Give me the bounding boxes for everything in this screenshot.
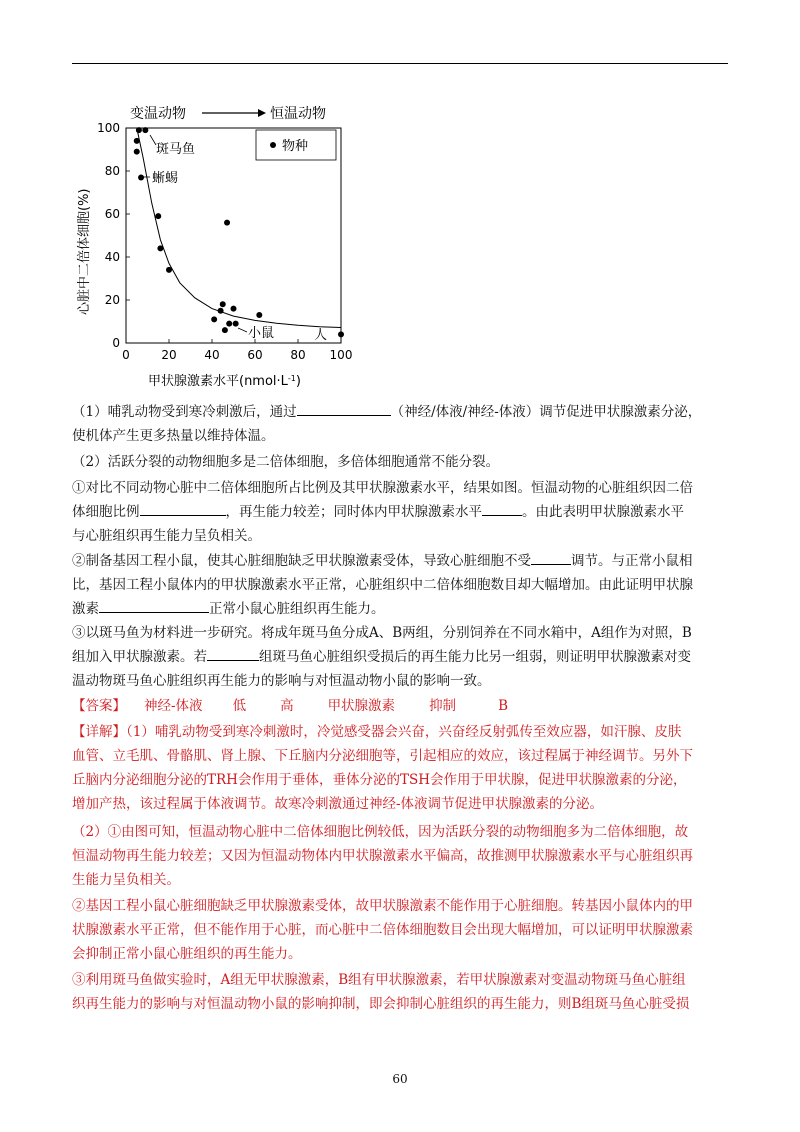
explanation-3b: 状腺激素水平正常，但不能作用于心脏，而心脏中二倍体细胞数目会出现大幅增加，可以证明甲状腺激素 (72, 922, 693, 938)
blank-4 (531, 550, 571, 565)
x-tick-label: 80 (290, 348, 306, 362)
mouse-pointer (238, 328, 247, 332)
answer-1: 神经-体液 (144, 698, 203, 714)
y-axis-title: 心脏中二倍体细胞(%) (77, 188, 92, 315)
x-tick-label: 100 (329, 348, 353, 362)
data-point (231, 306, 237, 312)
explanation-3c: 会抑制正常小鼠心脏组织的再生能力。 (72, 946, 302, 962)
scatter-chart (72, 100, 362, 400)
answer-4: 甲状腺激素 (327, 698, 396, 714)
q2-3-text-d: 温动物斑马鱼心脏组织再生能力的影响与对恒温动物小鼠的影响一致。 (72, 673, 491, 689)
y-tick-label: 40 (104, 250, 120, 264)
data-point (233, 321, 239, 327)
question-2 (72, 450, 732, 474)
explanation-2a: （2）①由图可知，恒温动物心脏中二倍体细胞比例较低，因为活跃分裂的动物细胞多为二倍体细胞，故 (72, 824, 689, 840)
q2-3-text-b: 组加入甲状腺激素。若 (72, 649, 207, 665)
explanation-3a: ②基因工程小鼠心脏细胞缺乏甲状腺激素受体，故甲状腺激素不能作用于心脏细胞。转基因小鼠体内的甲 (72, 898, 693, 914)
page-number: 60 (392, 1072, 408, 1086)
q2-2-text-d: 激素 (72, 601, 99, 617)
arrow-right-label: 恒温动物 (270, 106, 326, 122)
explanation-tag: 【详解】 (72, 724, 126, 740)
y-tick-label: 80 (104, 164, 120, 178)
q2-2-text-a: ②制备基因工程小鼠，使其心脏细胞缺乏甲状腺激素受体，导致心脏细胞不受 (72, 553, 531, 569)
human-label: 人 (314, 328, 328, 343)
q1-text-a: （1）哺乳动物受到寒冷刺激后，通过 (72, 404, 297, 420)
answer-3: 高 (280, 698, 294, 714)
mouse-label: 小鼠 (248, 326, 275, 341)
q1-text-c: 使机体产生更多热量以维持体温。 (72, 428, 275, 444)
legend-marker (270, 142, 276, 148)
q2-3-text-c: 组斑马鱼心脏组织受损后的再生能力比另一组弱，则证明甲状腺激素对变 (259, 649, 691, 665)
explanation-4a: ③利用斑马鱼做实验时，A组无甲状腺激素，B组有甲状腺激素，若甲状腺激素对变温动物斑马鱼心脏组 (72, 972, 686, 988)
y-tick-label: 0 (112, 336, 120, 350)
data-point (157, 245, 163, 251)
question-1 (72, 400, 732, 448)
explanation-1d: 增加产热，该过程属于体液调节。故寒冷刺激通过神经-体液调节促进甲状腺激素的分泌。 (72, 796, 604, 812)
x-tick-label: 60 (247, 348, 263, 362)
q2-1-text-b: 体细胞比例 (72, 504, 140, 520)
data-point (226, 321, 232, 327)
y-tick-label: 100 (97, 121, 120, 135)
q2-2-text-e: 正常小鼠心脏组织再生能力。 (209, 601, 385, 617)
explanation-2b: 恒温动物再生能力较差；又因为恒温动物体内甲状腺激素水平偏高，故推测甲状腺激素水平与心脏组织再 (72, 848, 693, 864)
q2-3-text-a: ③以斑马鱼为材料进一步研究。将成年斑马鱼分成A、B两组，分别饲养在不同水箱中，A组作为对照，B (72, 625, 692, 641)
answer-2: 低 (232, 698, 247, 714)
explanation-1 (72, 720, 732, 816)
legend-label: 物种 (282, 139, 309, 154)
data-point (256, 312, 262, 318)
x-tick-label: 20 (161, 348, 177, 362)
data-point (222, 327, 228, 333)
data-point (136, 127, 142, 133)
blank-3 (482, 501, 522, 516)
explanation-1a: （1）哺乳动物受到寒冷刺激时，冷觉感受器会兴奋，兴奋经反射弧传至效应器，如汗腺、皮肤 (126, 724, 682, 740)
q2-2-text-c: 比，基因工程小鼠体内的甲状腺激素水平正常，心脏组织中二倍体细胞数目却大幅增加。由此证明甲状腺 (72, 577, 693, 593)
blank-2 (140, 501, 226, 516)
q2-1-text-c: ，再生能力较差；同时体内甲状腺激素水平 (225, 504, 482, 520)
question-2-2 (72, 549, 732, 621)
y-tick-label: 60 (104, 207, 120, 221)
question-2-3 (72, 621, 732, 693)
data-point (211, 316, 217, 322)
blank-6 (207, 646, 259, 661)
answer-line (72, 694, 732, 718)
direction-arrow-head (258, 109, 266, 117)
lizard-label: 蜥蜴 (152, 171, 179, 186)
answer-5: 抑制 (429, 698, 457, 714)
data-point (138, 174, 144, 180)
arrow-left-label: 变温动物 (130, 106, 186, 122)
data-point (338, 331, 344, 337)
q2-1-text-a: ①对比不同动物心脏中二倍体细胞所占比例及其甲状腺激素水平，结果如图。恒温动物的心脏组织因二倍 (72, 480, 693, 496)
question-2-1 (72, 476, 732, 548)
explanation-1c: 丘脑内分泌细胞分泌的TRH会作用于垂体，垂体分泌的TSH会作用于甲状腺，促进甲状腺激素的分泌， (72, 772, 687, 788)
q2-text: （2）活跃分裂的动物细胞多是二倍体细胞，多倍体细胞通常不能分裂。 (72, 454, 500, 470)
q2-2-text-b: 调节。与正常小鼠相 (571, 553, 693, 569)
data-point (220, 301, 226, 307)
q2-1-text-e: 与心脏组织再生能力呈负相关。 (72, 528, 261, 544)
q1-text-b: （神经/体液/神经-体液）调节促进甲状腺激素分泌， (390, 404, 702, 420)
zebrafish-label: 斑马鱼 (156, 142, 196, 157)
blank-5 (99, 598, 209, 613)
data-point (142, 127, 148, 133)
explanation-2 (72, 820, 732, 892)
figure (72, 100, 362, 400)
header-rule (72, 63, 728, 64)
explanation-3 (72, 894, 732, 966)
answer-tag: 【答案】 (72, 698, 126, 714)
data-point (134, 149, 140, 155)
explanation-2c: 生能力呈负相关。 (72, 872, 180, 888)
data-point (155, 213, 161, 219)
data-point (166, 267, 172, 273)
data-point (224, 220, 230, 226)
y-tick-label: 20 (104, 293, 120, 307)
explanation-1b: 血管、立毛肌、骨骼肌、肾上腺、下丘脑内分泌细胞等，引起相应的效应，该过程属于神经调节。另外下 (72, 748, 693, 764)
blank-1 (297, 401, 391, 416)
x-tick-label: 40 (204, 348, 220, 362)
q2-1-text-d: 。由此表明甲状腺激素水平 (522, 504, 684, 520)
x-axis-title: 甲状腺激素水平$(nmol\cdot L^{-1})$ (148, 373, 301, 389)
answer-6: B (498, 698, 508, 714)
explanation-4 (72, 968, 732, 1016)
data-point (134, 138, 140, 144)
explanation-4b: 织再生能力的影响与对恒温动物小鼠的影响抑制，即会抑制心脏组织的再生能力，则B组斑马鱼心脏受损 (72, 996, 690, 1012)
x-tick-label: 0 (122, 348, 130, 362)
data-point (218, 308, 224, 314)
